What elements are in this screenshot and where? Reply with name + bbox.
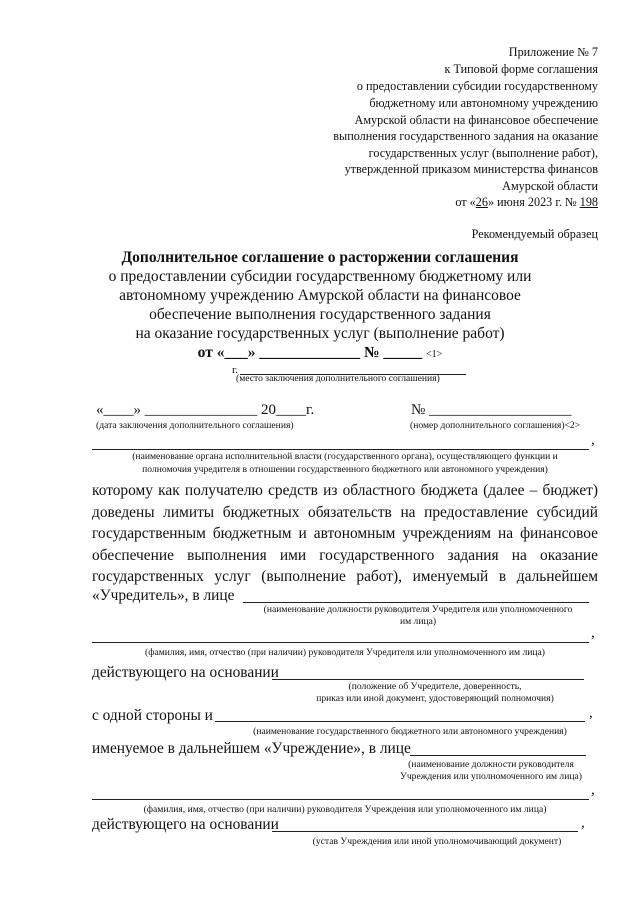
agreement-date-number: от «___» _____________ № _____ <1>: [197, 344, 443, 361]
acting-basis-label: действующего на основании: [92, 664, 279, 681]
place-caption: (место заключения дополнительного соглашения): [236, 373, 440, 384]
comma: ,: [591, 625, 595, 641]
appendix-line: государственных услуг (выполнение работ),: [368, 146, 598, 160]
appendix-line: Амурской области: [502, 179, 598, 193]
document-subtitle-line: автономному учреждению Амурской области на финансовое: [119, 287, 521, 304]
named-institution-label: именуемое в дальнейшем «Учреждение», в лице: [92, 740, 411, 757]
date-caption: (дата заключения дополнительного соглашения): [96, 420, 294, 431]
acting-basis-label-2: действующего на основании: [92, 816, 279, 833]
agreement-number-field: № ___________________: [411, 402, 572, 418]
basis-caption: приказ или иной документ, удостоверяющий полномочия): [316, 693, 554, 704]
founder-position-caption: (наименование должности руководителя Учредителя или уполномоченного: [263, 604, 573, 615]
appendix-line: к Типовой форме соглашения: [444, 62, 598, 76]
one-side-label: с одной стороны и: [92, 707, 213, 724]
charter-caption: (устав Учреждения или иной уполномочивающий документ): [312, 836, 562, 847]
paragraph-line: которому как получателю средств из областного бюджета (далее – бюджет): [92, 482, 598, 499]
founder-name-caption: (фамилия, имя, отчество (при наличии) руководителя Учредителя или уполномоченного им лица): [145, 647, 545, 658]
appendix-date-day: 26: [475, 195, 488, 209]
appendix-number: Приложение № 7: [508, 45, 598, 59]
appendix-line: выполнения государственного задания на оказание: [333, 129, 598, 143]
document-subtitle-line: обеспечение выполнения государственного задания: [149, 306, 491, 323]
appendix-line: утвержденной приказом министерства финансов: [344, 162, 598, 176]
comma: ,: [591, 432, 595, 448]
paragraph-line: государственным бюджетным и автономным учреждениям на финансовое: [92, 525, 598, 542]
footnote-1: <1>: [426, 349, 443, 360]
recommended-sample: Рекомендуемый образец: [471, 227, 598, 241]
comma: ,: [589, 705, 593, 721]
inst-head-name-line: [92, 799, 589, 800]
appendix-line: Амурской области на финансовое обеспечение: [354, 113, 598, 127]
paragraph-line: государственных услуг (выполнение работ), именуемый в дальнейшем: [92, 568, 598, 585]
appendix-order-number: 198: [579, 195, 598, 209]
organ-name-line: [92, 449, 589, 450]
inst-position-caption: Учреждения или уполномоченного им лица): [400, 771, 582, 782]
appendix-line: бюджетному или автономному учреждению: [369, 96, 598, 110]
charter-line: [272, 831, 578, 832]
inst-head-name-caption: (фамилия, имя, отчество (при наличии) руководителя Учреждения или уполномоченного им лица): [143, 804, 547, 815]
paragraph-line: доведены лимиты бюджетных обязательств на предоставление субсидий: [92, 504, 598, 521]
inst-position-caption: (наименование должности руководителя: [408, 759, 574, 770]
founder-position-line: [243, 602, 589, 603]
document-subtitle-line: на оказание государственных услуг (выполнение работ): [135, 325, 505, 342]
paragraph-line-founder: «Учредитель», в лице: [92, 587, 235, 604]
comma: ,: [591, 782, 595, 798]
organ-caption: полномочия учредителя в отношении государственного бюджетного или автономного учреждения): [142, 464, 548, 475]
document-title: Дополнительное соглашение о расторжении соглашения: [121, 249, 519, 266]
founder-position-caption: им лица): [399, 616, 437, 627]
comma: ,: [581, 815, 585, 831]
appendix-date: от «26» июня 2023 г. № 198: [455, 195, 598, 209]
institution-name-line: [215, 721, 585, 722]
basis-line: [272, 679, 584, 680]
document-subtitle-line: о предоставлении субсидии государственному бюджетному или: [108, 268, 532, 285]
place-prefix: г.: [232, 364, 239, 376]
institution-name-caption: (наименование государственного бюджетного или автономного учреждения): [253, 726, 567, 737]
agreement-date-field: «____» _______________ 20____г.: [96, 402, 315, 418]
inst-position-line: [410, 755, 586, 756]
number-caption: (номер дополнительного соглашения)<2>: [410, 420, 581, 431]
organ-caption: (наименование органа исполнительной власти (государственного органа), осуществляющего функции и: [132, 451, 558, 462]
paragraph-line: обеспечение выполнения ими государственного задания на оказание: [92, 547, 598, 564]
appendix-line: о предоставлении субсидии государственному: [356, 79, 598, 93]
founder-name-line: [92, 642, 589, 643]
basis-caption: (положение об Учредителе, доверенность,: [348, 681, 522, 692]
